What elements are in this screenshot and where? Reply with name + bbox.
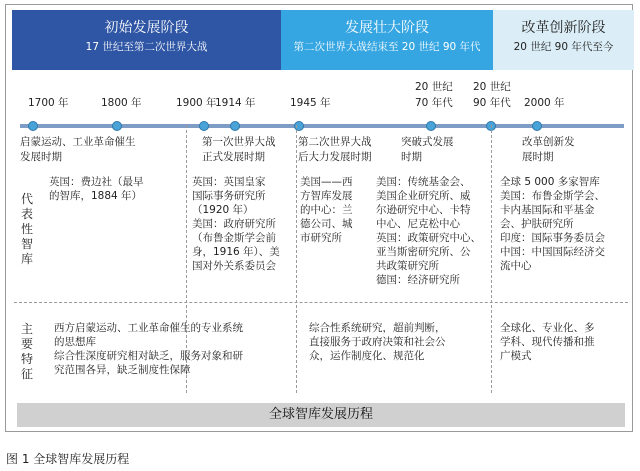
- timeline-dot-1700: [28, 121, 38, 131]
- stage-header-growth: [281, 10, 493, 70]
- representative-cell-breakthrough: 美国：传统基金会、 美国企业研究所、威 尔逊研究中心、卡特 中心、尼克松中心 英国：政策研究中心、 亚当斯密研究所、公 共政策研究所 德国：经济研究所: [376, 176, 481, 286]
- diagram-banner: 全球智库发展历程: [17, 403, 625, 427]
- period-post-ww2: 第二次世界大战 后大力发展时期: [298, 136, 372, 163]
- divider-vertical-3: [491, 125, 492, 393]
- diagram-frame: [5, 4, 633, 432]
- year-label-1990s: 20 世纪 90 年代: [473, 81, 511, 109]
- year-label-1945: 1945 年: [290, 97, 331, 109]
- year-label-1914: 1914 年: [215, 97, 256, 109]
- timeline-dot-2000: [532, 121, 542, 131]
- year-label-1970s: 20 世纪 70 年代: [415, 81, 453, 109]
- representative-cell-early: 英国：费边社（最早 的智库，1884 年）: [49, 176, 144, 202]
- timeline-dot-1914: [230, 121, 240, 131]
- year-label-2000: 2000 年: [524, 97, 565, 109]
- stage-header-reform: [493, 10, 634, 70]
- features-cell-growth: 综合性系统研究，超前判断， 直接服务于政府决策和社会公 众，运作制度化、规范化: [309, 322, 446, 362]
- timeline-dot-1900: [199, 121, 209, 131]
- representative-cell-post-ww2: 美国——西 方智库发展 的中心：兰 德公司、城 市研究所: [300, 176, 353, 244]
- period-ww1: 第一次世界大战 正式发展时期: [202, 136, 276, 163]
- stage-subtitle: 第二次世界大战结束至 20 世纪 90 年代: [293, 41, 481, 53]
- stage-title: 改革创新阶段: [521, 20, 606, 36]
- stage-subtitle: 20 世纪 90 年代至今: [513, 41, 614, 53]
- year-label-1700: 1700 年: [28, 97, 69, 109]
- stage-title: 发展壮大阶段: [345, 20, 429, 36]
- period-breakthrough: 突破式发展 时期: [401, 136, 454, 163]
- period-enlightenment: 启蒙运动、工业革命催生 发展时期: [20, 136, 136, 163]
- row-label-features: 主要特征: [20, 322, 33, 381]
- divider-horizontal: [14, 302, 628, 303]
- figure-caption: 图 1 全球智库发展历程: [6, 452, 130, 466]
- row-label-representative: 代表性智库: [20, 192, 33, 266]
- year-label-1800: 1800 年: [101, 97, 142, 109]
- timeline-dot-1970s: [426, 121, 436, 131]
- divider-vertical-2: [296, 125, 297, 393]
- stage-title: 初始发展阶段: [104, 20, 189, 36]
- year-label-1900: 1900 年: [176, 97, 217, 109]
- timeline-dot-1800: [112, 121, 122, 131]
- stage-subtitle: 17 世纪至第二次世界大战: [85, 41, 208, 53]
- representative-cell-ww1: 英国：英国皇家 国际事务研究所 （1920 年） 美国：政府研究所 （布鲁金斯学会前 身，1916 年）、美 国对外关系委员会: [192, 176, 280, 272]
- features-cell-reform: 全球化、专业化、多 学科、现代传播和推 广模式: [500, 322, 595, 362]
- representative-cell-reform: 全球 5 000 多家智库 美国：布鲁金斯学会、 卡内基国际和平基金 会、护肤研究所 印度：国际事务委员会 中国：中国国际经济交 流中心: [500, 176, 605, 272]
- period-reform: 改革创新发 展时期: [522, 136, 575, 163]
- features-cell-initial: 西方启蒙运动、工业革命催生的专业系统 的思想库 综合性深度研究相对缺乏，服务对象和研 究范围各异，缺乏制度性保障: [54, 322, 243, 376]
- stage-header-initial: [12, 10, 281, 70]
